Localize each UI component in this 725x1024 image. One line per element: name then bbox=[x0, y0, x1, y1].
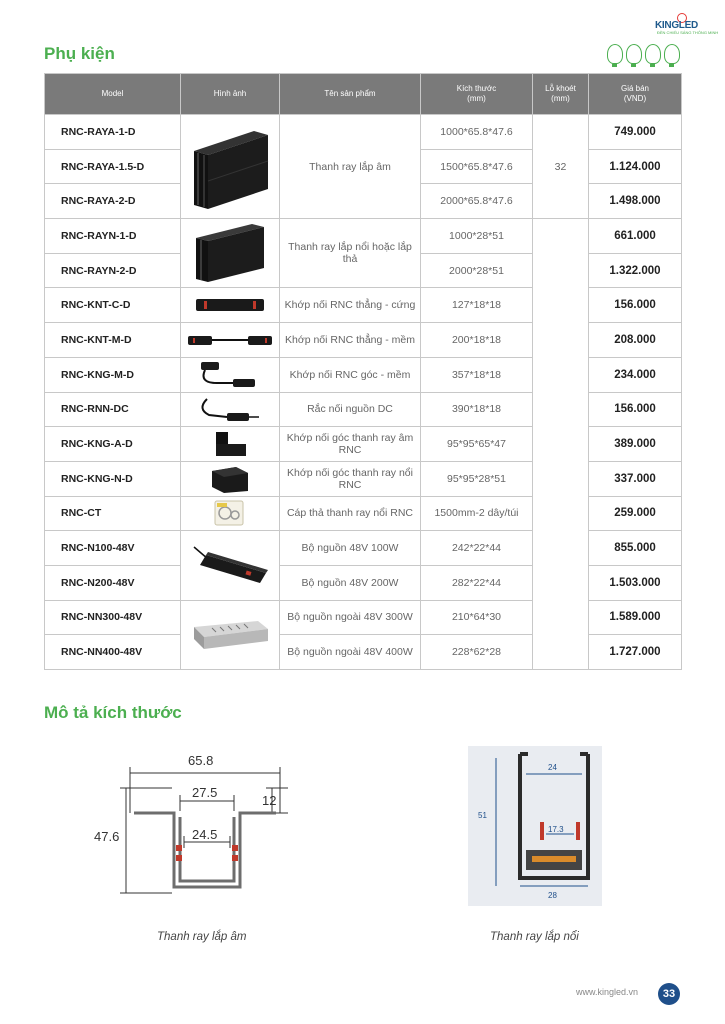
image-cell bbox=[181, 219, 280, 288]
size-cell: 95*95*65*47 bbox=[421, 427, 533, 462]
price-cell: 1.498.000 bbox=[589, 184, 682, 219]
model-cell: RNC-NN400-48V bbox=[45, 635, 181, 670]
model-cell: RNC-KNG-M-D bbox=[45, 357, 181, 392]
footer-url[interactable]: www.kingled.vn bbox=[576, 987, 639, 997]
price-cell: 661.000 bbox=[589, 219, 682, 254]
product-name-cell: Bộ nguồn 48V 200W bbox=[280, 565, 421, 600]
model-cell: RNC-RAYA-2-D bbox=[45, 184, 181, 219]
surface-rail-image bbox=[190, 222, 270, 284]
dim-bottom-width: 24.5 bbox=[192, 827, 218, 842]
size-cell: 1500mm-2 dây/túi bbox=[421, 496, 533, 531]
hole-cell-empty bbox=[533, 219, 589, 670]
size-cell: 2000*28*51 bbox=[421, 253, 533, 288]
dim-top-width: 24 bbox=[548, 763, 557, 772]
caption-recessed: Thanh ray lắp âm bbox=[157, 931, 247, 943]
product-name-cell: Khớp nối góc thanh ray âm RNC bbox=[280, 427, 421, 462]
size-cell: 200*18*18 bbox=[421, 323, 533, 358]
price-cell: 389.000 bbox=[589, 427, 682, 462]
size-cell: 127*18*18 bbox=[421, 288, 533, 323]
image-cell bbox=[181, 496, 280, 531]
product-name-cell: Bộ nguồn ngoài 48V 400W bbox=[280, 635, 421, 670]
recessed-corner-connector-image bbox=[208, 428, 252, 460]
image-cell bbox=[181, 357, 280, 392]
model-cell: RNC-KNG-N-D bbox=[45, 461, 181, 496]
size-cell: 210*64*30 bbox=[421, 600, 533, 635]
model-cell: RNC-KNT-M-D bbox=[45, 323, 181, 358]
table-header-row bbox=[45, 74, 682, 115]
size-cell: 1500*65.8*47.6 bbox=[421, 149, 533, 184]
price-cell: 156.000 bbox=[589, 392, 682, 427]
size-cell: 357*18*18 bbox=[421, 357, 533, 392]
image-cell bbox=[181, 461, 280, 496]
section-title-accessories: Phụ kiện bbox=[44, 44, 115, 63]
bulb-icon bbox=[626, 44, 642, 64]
header-image: Hình ảnh bbox=[181, 74, 280, 115]
header-name: Tên sản phẩm bbox=[280, 74, 421, 115]
recessed-rail-cross-section bbox=[92, 745, 302, 915]
hole-cell: 32 bbox=[533, 115, 589, 219]
model-cell: RNC-KNG-A-D bbox=[45, 427, 181, 462]
model-cell: RNC-N200-48V bbox=[45, 565, 181, 600]
price-cell: 208.000 bbox=[589, 323, 682, 358]
product-name-cell: Cáp thả thanh ray nổi RNC bbox=[280, 496, 421, 531]
size-cell: 1000*28*51 bbox=[421, 219, 533, 254]
bulb-icon bbox=[645, 44, 661, 64]
size-cell: 228*62*28 bbox=[421, 635, 533, 670]
product-name-cell: Khớp nối RNC thẳng - mềm bbox=[280, 323, 421, 358]
product-name-cell: Bộ nguồn 48V 100W bbox=[280, 531, 421, 566]
price-cell: 1.589.000 bbox=[589, 600, 682, 635]
size-cell: 390*18*18 bbox=[421, 392, 533, 427]
straight-rigid-connector-image bbox=[190, 290, 270, 320]
dim-mid-width: 17.3 bbox=[548, 825, 564, 834]
image-cell bbox=[181, 600, 280, 669]
price-cell: 749.000 bbox=[589, 115, 682, 150]
price-cell: 855.000 bbox=[589, 531, 682, 566]
image-cell bbox=[181, 392, 280, 427]
product-name-cell: Rắc nối nguồn DC bbox=[280, 392, 421, 427]
image-cell bbox=[181, 531, 280, 600]
price-cell: 1.503.000 bbox=[589, 565, 682, 600]
dim-lip: 12 bbox=[262, 793, 277, 808]
corner-flexible-connector-image bbox=[195, 359, 265, 391]
price-cell: 1.322.000 bbox=[589, 253, 682, 288]
header-model: Model bbox=[45, 74, 181, 115]
product-name-cell: Thanh ray lắp nổi hoặc lắp thả bbox=[280, 219, 421, 288]
header-price: Giá bán (VND) bbox=[589, 74, 682, 115]
model-cell: RNC-RAYA-1-D bbox=[45, 115, 181, 150]
caption-surface: Thanh ray lắp nổi bbox=[490, 931, 579, 943]
dim-width: 65.8 bbox=[188, 753, 214, 768]
size-cell: 282*22*44 bbox=[421, 565, 533, 600]
recessed-rail-image bbox=[184, 121, 276, 213]
kingled-logo bbox=[655, 14, 719, 36]
model-cell: RNC-RAYA-1.5-D bbox=[45, 149, 181, 184]
bulb-icon bbox=[607, 44, 623, 64]
price-cell: 337.000 bbox=[589, 461, 682, 496]
model-cell: RNC-KNT-C-D bbox=[45, 288, 181, 323]
external-power-supply-image bbox=[188, 615, 272, 655]
model-cell: RNC-RAYN-2-D bbox=[45, 253, 181, 288]
dim-inner-width: 27.5 bbox=[192, 785, 218, 800]
dc-power-plug-image bbox=[195, 393, 265, 425]
image-cell bbox=[181, 427, 280, 462]
image-cell bbox=[181, 115, 280, 219]
straight-flexible-connector-image bbox=[185, 325, 275, 355]
brand-name: KINGLED bbox=[655, 20, 698, 31]
product-name-cell: Bộ nguồn ngoài 48V 300W bbox=[280, 600, 421, 635]
model-cell: RNC-N100-48V bbox=[45, 531, 181, 566]
size-cell: 2000*65.8*47.6 bbox=[421, 184, 533, 219]
size-cell: 95*95*28*51 bbox=[421, 461, 533, 496]
price-cell: 1.727.000 bbox=[589, 635, 682, 670]
suspension-cable-image bbox=[205, 497, 255, 529]
model-cell: RNC-NN300-48V bbox=[45, 600, 181, 635]
surface-rail-cross-section bbox=[468, 746, 602, 906]
table-row bbox=[45, 115, 682, 150]
track-power-supply-image bbox=[188, 537, 272, 593]
dim-bottom-width: 28 bbox=[548, 891, 557, 900]
energy-icons bbox=[607, 44, 680, 64]
page-number: 33 bbox=[658, 983, 680, 1005]
price-cell: 156.000 bbox=[589, 288, 682, 323]
bulb-icon bbox=[664, 44, 680, 64]
model-cell: RNC-RAYN-1-D bbox=[45, 219, 181, 254]
size-cell: 242*22*44 bbox=[421, 531, 533, 566]
model-cell: RNC-CT bbox=[45, 496, 181, 531]
surface-corner-connector-image bbox=[206, 463, 254, 495]
product-name-cell: Khớp nối RNC thẳng - cứng bbox=[280, 288, 421, 323]
dim-height: 47.6 bbox=[94, 829, 120, 844]
accessories-table bbox=[44, 73, 682, 670]
header-size: Kích thước (mm) bbox=[421, 74, 533, 115]
dim-height: 51 bbox=[478, 811, 487, 820]
price-cell: 234.000 bbox=[589, 357, 682, 392]
brand-slogan: ĐÈN CHIẾU SÁNG THÔNG MINH bbox=[657, 30, 719, 35]
price-cell: 259.000 bbox=[589, 496, 682, 531]
size-cell: 1000*65.8*47.6 bbox=[421, 115, 533, 150]
image-cell bbox=[181, 288, 280, 323]
section-title-dimensions: Mô tả kích thước bbox=[44, 703, 182, 722]
image-cell bbox=[181, 323, 280, 358]
price-cell: 1.124.000 bbox=[589, 149, 682, 184]
header-hole: Lỗ khoét (mm) bbox=[533, 74, 589, 115]
product-name-cell: Khớp nối góc thanh ray nổi RNC bbox=[280, 461, 421, 496]
product-name-cell: Khớp nối RNC góc - mềm bbox=[280, 357, 421, 392]
model-cell: RNC-RNN-DC bbox=[45, 392, 181, 427]
product-name-cell: Thanh ray lắp âm bbox=[280, 115, 421, 219]
table-row bbox=[45, 219, 682, 254]
